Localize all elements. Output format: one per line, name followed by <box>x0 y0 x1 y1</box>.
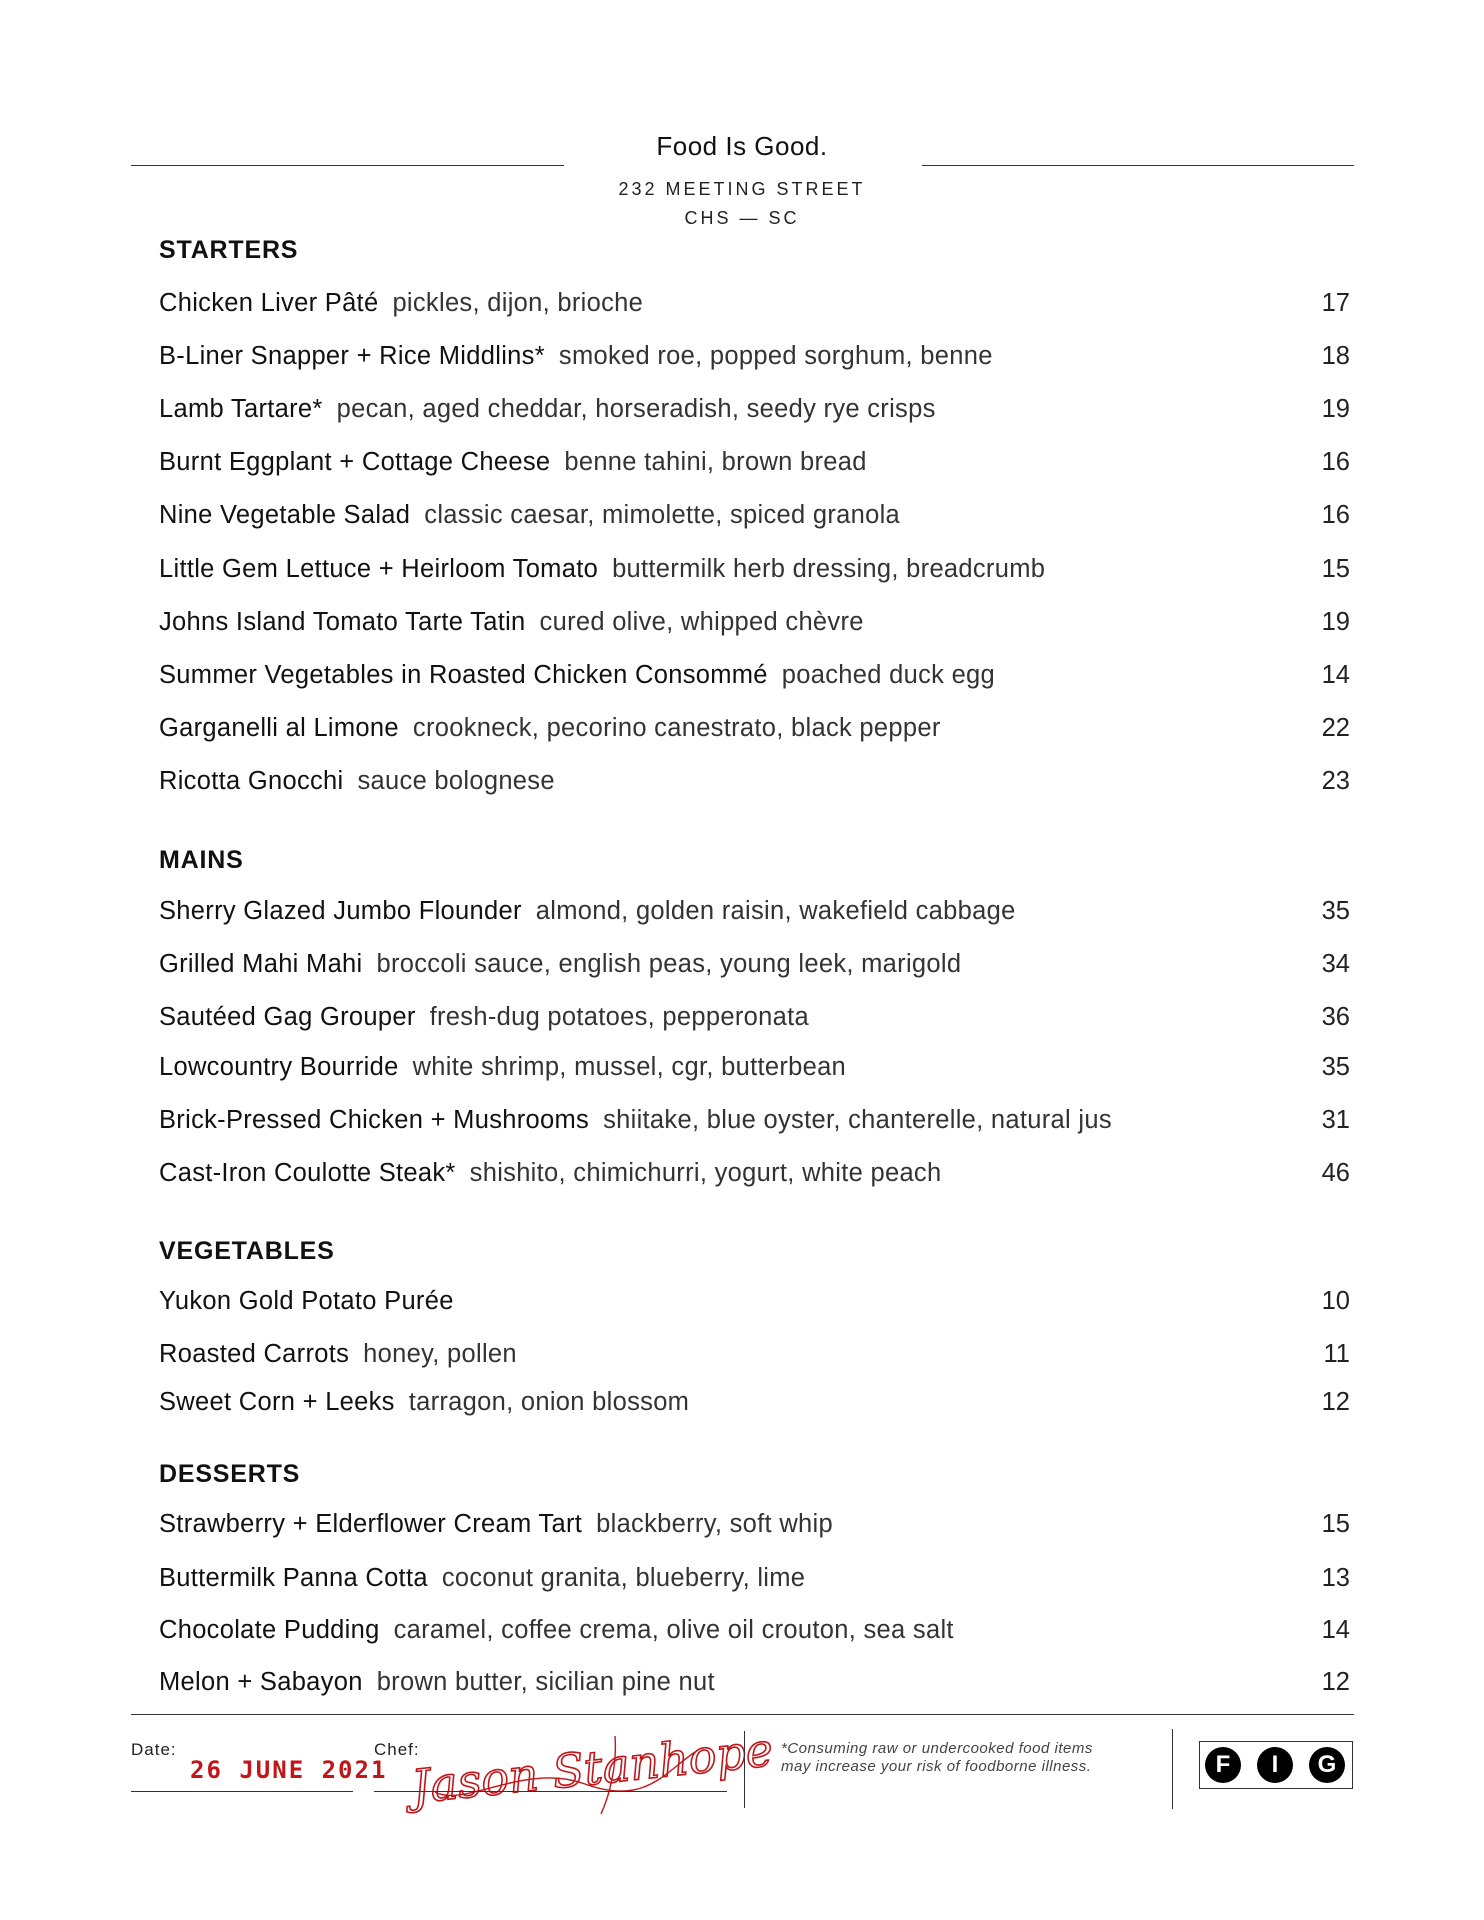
menu-item <box>159 1003 1350 1037</box>
menu-item <box>159 1616 1350 1650</box>
item-name: Roasted Carrots <box>159 1340 350 1368</box>
item-desc: shiitake, blue oyster, chanterelle, natural jus <box>603 1106 1112 1134</box>
note-line-2: may increase your risk of foodborne illness. <box>781 1758 1092 1775</box>
item-name: Sherry Glazed Jumbo Flounder <box>159 897 522 925</box>
item-desc: coconut granita, blueberry, lime <box>441 1564 806 1592</box>
item-name: Brick-Pressed Chicken + Mushrooms <box>159 1106 590 1134</box>
menu-item <box>159 1668 1350 1702</box>
item-name: Lamb Tartare* <box>159 395 323 423</box>
item-name: Burnt Eggplant + Cottage Cheese <box>159 448 551 476</box>
item-price: 46 <box>1321 1159 1350 1187</box>
menu-item <box>159 1340 1350 1374</box>
item-name: B-Liner Snapper + Rice Middlins* <box>159 342 545 370</box>
date-label: Date: <box>131 1740 177 1759</box>
logo-letter: G <box>1309 1747 1345 1783</box>
menu-item <box>159 395 1350 429</box>
menu-item <box>159 1159 1350 1193</box>
item-desc: honey, pollen <box>363 1340 517 1368</box>
item-name: Little Gem Lettuce + Heirloom Tomato <box>159 555 599 583</box>
food-safety-note <box>781 1740 1093 1776</box>
chef-signature <box>405 1722 776 1823</box>
menu-item <box>159 897 1350 931</box>
item-price: 18 <box>1321 342 1350 370</box>
footer-divider <box>744 1731 745 1808</box>
item-desc: pickles, dijon, brioche <box>392 289 644 317</box>
item-name: Johns Island Tomato Tarte Tatin <box>159 608 526 636</box>
item-name: Buttermilk Panna Cotta <box>159 1564 428 1592</box>
item-price: 12 <box>1321 1388 1350 1416</box>
menu-item <box>159 448 1350 482</box>
item-price: 16 <box>1321 501 1350 529</box>
menu-item <box>159 767 1350 801</box>
item-price: 36 <box>1321 1003 1350 1031</box>
item-name: Sweet Corn + Leeks <box>159 1388 395 1416</box>
menu-item <box>159 1564 1350 1598</box>
date-value: 26 JUNE 2021 <box>190 1756 388 1784</box>
item-desc: crookneck, pecorino canestrato, black pepper <box>412 714 941 742</box>
item-name: Melon + Sabayon <box>159 1668 363 1696</box>
item-desc: sauce bolognese <box>357 767 555 795</box>
item-price: 19 <box>1321 395 1350 423</box>
item-price: 35 <box>1321 1053 1350 1081</box>
item-price: 23 <box>1321 767 1350 795</box>
item-name: Cast-Iron Coulotte Steak* <box>159 1159 456 1187</box>
menu-item <box>159 1388 1350 1422</box>
fig-logo <box>1199 1741 1353 1789</box>
item-name: Grilled Mahi Mahi <box>159 950 363 978</box>
item-desc: broccoli sauce, english peas, young leek, marigold <box>376 950 962 978</box>
chef-label: Chef: <box>374 1740 420 1759</box>
item-name: Nine Vegetable Salad <box>159 501 411 529</box>
menu-item <box>159 1106 1350 1140</box>
item-price: 11 <box>1323 1340 1350 1368</box>
item-desc: shishito, chimichurri, yogurt, white peach <box>469 1159 942 1187</box>
item-desc: benne tahini, brown bread <box>564 448 867 476</box>
item-name: Summer Vegetables in Roasted Chicken Consommé <box>159 661 768 689</box>
logo-letter: I <box>1257 1747 1293 1783</box>
item-price: 17 <box>1321 289 1350 317</box>
section-title-vegetables: VEGETABLES <box>159 1237 335 1265</box>
menu-item <box>159 1053 1350 1087</box>
item-price: 12 <box>1321 1668 1350 1696</box>
menu-item <box>159 342 1350 376</box>
item-price: 10 <box>1321 1287 1350 1315</box>
item-name: Yukon Gold Potato Purée <box>159 1287 454 1315</box>
item-price: 13 <box>1321 1564 1350 1592</box>
item-name: Ricotta Gnocchi <box>159 767 344 795</box>
address-street: 232 MEETING STREET <box>618 179 866 199</box>
header-rule-right <box>922 165 1354 166</box>
menu-item <box>159 661 1350 695</box>
item-desc: tarragon, onion blossom <box>408 1388 690 1416</box>
item-desc: brown butter, sicilian pine nut <box>376 1668 715 1696</box>
chef-underline <box>374 1791 727 1792</box>
logo-letter: F <box>1205 1747 1241 1783</box>
menu-item <box>159 289 1350 323</box>
item-desc: buttermilk herb dressing, breadcrumb <box>612 555 1046 583</box>
item-price: 14 <box>1321 1616 1350 1644</box>
item-name: Lowcountry Bourride <box>159 1053 399 1081</box>
item-price: 19 <box>1321 608 1350 636</box>
item-price: 14 <box>1321 661 1350 689</box>
item-price: 15 <box>1321 555 1350 583</box>
item-price: 34 <box>1321 950 1350 978</box>
item-name: Chicken Liver Pâté <box>159 289 379 317</box>
item-name: Sautéed Gag Grouper <box>159 1003 416 1031</box>
item-desc: white shrimp, mussel, cgr, butterbean <box>412 1053 847 1081</box>
address-city: CHS — SC <box>684 208 800 228</box>
item-desc: poached duck egg <box>781 661 996 689</box>
item-price: 35 <box>1321 897 1350 925</box>
item-desc: caramel, coffee crema, olive oil crouton, sea salt <box>393 1616 954 1644</box>
section-title-desserts: DESSERTS <box>159 1460 301 1488</box>
menu-item <box>159 714 1350 748</box>
signature-text: Jason Stanhope <box>409 1722 776 1814</box>
section-title-mains: MAINS <box>159 846 244 874</box>
header-rule-left <box>131 165 564 166</box>
item-name: Chocolate Pudding <box>159 1616 380 1644</box>
item-desc: smoked roe, popped sorghum, benne <box>558 342 993 370</box>
item-desc: pecan, aged cheddar, horseradish, seedy rye crisps <box>336 395 936 423</box>
footer-divider-2 <box>1172 1729 1173 1809</box>
item-desc: cured olive, whipped chèvre <box>539 608 864 636</box>
item-price: 16 <box>1321 448 1350 476</box>
date-underline <box>131 1791 353 1792</box>
item-desc: classic caesar, mimolette, spiced granola <box>424 501 901 529</box>
restaurant-title: Food Is Good. <box>656 131 828 161</box>
item-name: Strawberry + Elderflower Cream Tart <box>159 1510 583 1538</box>
section-title-starters: STARTERS <box>159 236 299 264</box>
signature-icon <box>405 1722 776 1818</box>
menu-item <box>159 555 1350 589</box>
note-line-1: *Consuming raw or undercooked food items <box>781 1740 1093 1757</box>
item-desc: fresh-dug potatoes, pepperonata <box>429 1003 809 1031</box>
item-name: Garganelli al Limone <box>159 714 399 742</box>
menu-item <box>159 1510 1350 1544</box>
menu-item <box>159 1287 1350 1321</box>
item-desc: almond, golden raisin, wakefield cabbage <box>535 897 1016 925</box>
item-price: 31 <box>1321 1106 1350 1134</box>
menu-item <box>159 501 1350 535</box>
menu-item <box>159 608 1350 642</box>
footer-rule <box>131 1714 1354 1715</box>
menu-item <box>159 950 1350 984</box>
item-price: 22 <box>1321 714 1350 742</box>
item-price: 15 <box>1321 1510 1350 1538</box>
item-desc: blackberry, soft whip <box>596 1510 833 1538</box>
